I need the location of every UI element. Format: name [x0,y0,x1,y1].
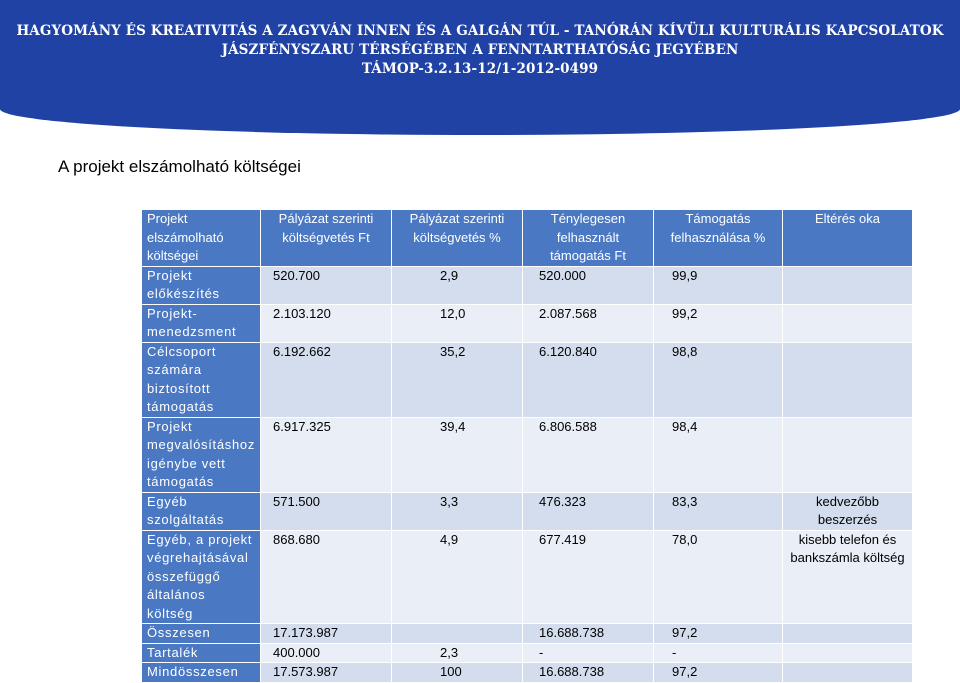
row-label: Projekt megvalósításhoz igénybe vett támogatás [142,417,261,492]
row-label: Mindösszesen [142,663,261,683]
column-header: Támogatás felhasználása % [654,210,783,267]
reason-cell [783,417,913,492]
table-row [142,304,913,342]
row-label: Tartalék [142,643,261,663]
reason-cell: kedvezőbb beszerzés [783,492,913,530]
budget-pct-cell: 3,3 [392,492,523,530]
budget-ft-cell: 2.103.120 [261,304,392,342]
budget-ft-cell: 400.000 [261,643,392,663]
budget-ft-cell: 6.917.325 [261,417,392,492]
usage-pct-cell: 97,2 [654,663,783,683]
budget-pct-cell [392,624,523,644]
spent-ft-cell: 6.806.588 [523,417,654,492]
usage-pct-cell: 78,0 [654,530,783,624]
usage-pct-cell: 98,4 [654,417,783,492]
budget-ft-cell: 6.192.662 [261,342,392,417]
header-title-line-2: JÁSZFÉNYSZARU TÉRSÉGÉBEN A FENNTARTHATÓSÁG JEGYÉBEN [221,42,739,58]
row-label: Egyéb szolgáltatás [142,492,261,530]
table-row [142,492,913,530]
reason-cell [783,266,913,304]
table-row [142,643,913,663]
usage-pct-cell: 97,2 [654,624,783,644]
row-label: Egyéb, a projekt végrehajtásával összefüggő általános költség [142,530,261,624]
budget-pct-cell: 4,9 [392,530,523,624]
row-label: Projekt-menedzsment [142,304,261,342]
table-row [142,417,913,492]
usage-pct-cell: 99,9 [654,266,783,304]
table-row [142,624,913,644]
budget-pct-cell: 2,3 [392,643,523,663]
spent-ft-cell: 6.120.840 [523,342,654,417]
budget-pct-cell: 39,4 [392,417,523,492]
reason-cell [783,643,913,663]
table-row [142,266,913,304]
header-title-line-1: HAGYOMÁNY ÉS KREATIVITÁS A ZAGYVÁN INNEN ÉS A GALGÁN TÚL - TANÓRÁN KÍVÜLI KULTURÁLIS KAPCSOLATOK [16,23,944,39]
reason-cell [783,624,913,644]
budget-ft-cell: 520.700 [261,266,392,304]
spent-ft-cell: 476.323 [523,492,654,530]
budget-pct-cell: 35,2 [392,342,523,417]
usage-pct-cell: 83,3 [654,492,783,530]
spent-ft-cell: 677.419 [523,530,654,624]
budget-ft-cell: 17.173.987 [261,624,392,644]
budget-pct-cell: 2,9 [392,266,523,304]
column-header: Pályázat szerinti költségvetés % [392,210,523,267]
spent-ft-cell: 520.000 [523,266,654,304]
table-row [142,342,913,417]
column-header: Pályázat szerinti költségvetés Ft [261,210,392,267]
row-label: Projekt előkészítés [142,266,261,304]
row-label: Összesen [142,624,261,644]
usage-pct-cell: 98,8 [654,342,783,417]
header-project-code: TÁMOP-3.2.13-12/1-2012-0499 [361,61,599,77]
usage-pct-cell: 99,2 [654,304,783,342]
row-label: Célcsoport számára biztosított támogatás [142,342,261,417]
budget-ft-cell: 571.500 [261,492,392,530]
budget-pct-cell: 12,0 [392,304,523,342]
reason-cell [783,304,913,342]
budget-ft-cell: 868.680 [261,530,392,624]
column-header: Eltérés oka [783,210,913,267]
spent-ft-cell: - [523,643,654,663]
header-banner [0,0,960,135]
budget-ft-cell: 17.573.987 [261,663,392,683]
page-title: A projekt elszámolható költségei [58,157,301,176]
reason-cell: kisebb telefon és bankszámla költség [783,530,913,624]
usage-pct-cell: - [654,643,783,663]
spent-ft-cell: 16.688.738 [523,624,654,644]
column-header: Ténylegesen felhasznált támogatás Ft [523,210,654,267]
spent-ft-cell: 2.087.568 [523,304,654,342]
spent-ft-cell: 16.688.738 [523,663,654,683]
table-row [142,663,913,683]
budget-pct-cell: 100 [392,663,523,683]
table-header-row [142,210,913,267]
reason-cell [783,342,913,417]
cost-table [141,209,913,683]
column-header: Projekt elszámolható költségei [142,210,261,267]
reason-cell [783,663,913,683]
table-row [142,530,913,624]
